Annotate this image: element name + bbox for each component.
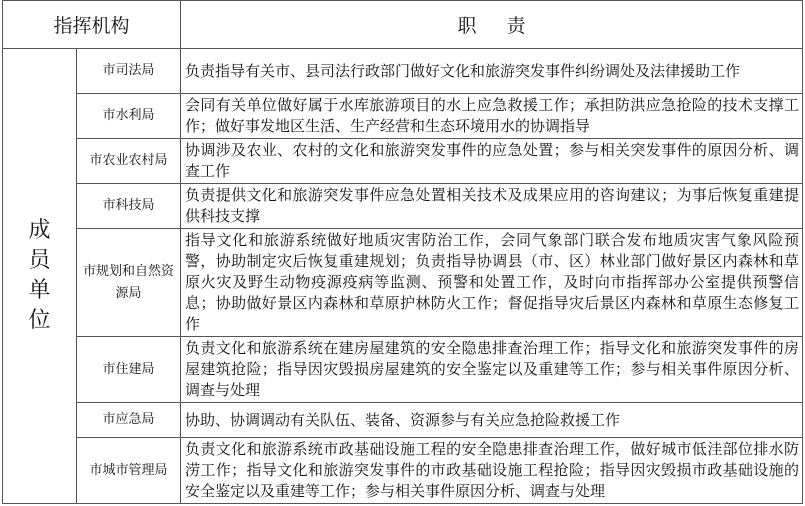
org-column-header: 指挥机构 bbox=[3, 1, 181, 49]
duty-cell: 协调涉及农业、农村的文化和旅游突发事件的应急处置；参与相关突发事件的原因分析、调查工作 bbox=[181, 139, 803, 184]
table-row bbox=[3, 337, 803, 403]
table-header-row bbox=[3, 1, 803, 49]
org-cell: 市农业农村局 bbox=[77, 139, 181, 184]
duty-cell: 协助、协调调动有关队伍、装备、资源参与有关应急抢险救援工作 bbox=[181, 403, 803, 438]
table-row bbox=[3, 49, 803, 94]
duty-cell: 负责提供文化和旅游突发事件应急处置相关技术及成果应用的咨询建议；为事后恢复重建提供科技支撑 bbox=[181, 184, 803, 229]
org-cell: 市司法局 bbox=[77, 49, 181, 94]
member-units-label: 成 员 单 位 bbox=[3, 49, 77, 504]
table-row bbox=[3, 139, 803, 184]
table-row bbox=[3, 403, 803, 438]
duty-column-header: 职责 bbox=[181, 1, 803, 49]
table-row bbox=[3, 229, 803, 337]
org-cell: 市城市管理局 bbox=[77, 438, 181, 504]
org-cell: 市规划和自然资源局 bbox=[77, 229, 181, 337]
duty-cell: 负责文化和旅游系统市政基础设施工程的安全隐患排查治理工作，做好城市低洼部位排水防涝工作；指导文化和旅游突发事件的市政基础设施工程抢险；指导因灾毁损市政基础设施的安全鉴定以及重建等工作；参与相关事件原因分析、调查与处理 bbox=[181, 438, 803, 504]
duty-cell: 会同有关单位做好属于水库旅游项目的水上应急救援工作；承担防洪应急抢险的技术支撑工作；做好事发地区生活、生产经营和生态环境用水的协调指导 bbox=[181, 94, 803, 139]
duty-cell: 负责文化和旅游系统在建房屋建筑的安全隐患排查治理工作；指导文化和旅游突发事件的房屋建筑抢险；指导因灾毁损房屋建筑的安全鉴定以及重建等工作；参与相关事件原因分析、调查与处理 bbox=[181, 337, 803, 403]
table-row bbox=[3, 184, 803, 229]
duty-cell: 指导文化和旅游系统做好地质灾害防治工作，会同气象部门联合发布地质灾害气象风险预警，协助制定灾后恢复重建规划；负责指导协调县（市、区）林业部门做好景区内森林和草原火灾及野生动物疫源疫病等监测、预警和处置工作，及时向市指挥部办公室提供预警信息；协助做好景区内森林和草原护林防火工作；督促指导灾后景区内森林和草原生态修复工作 bbox=[181, 229, 803, 337]
table-row bbox=[3, 94, 803, 139]
duty-table bbox=[2, 0, 803, 504]
duty-cell: 负责指导有关市、县司法行政部门做好文化和旅游突发事件纠纷调处及法律援助工作 bbox=[181, 49, 803, 94]
org-cell: 市水利局 bbox=[77, 94, 181, 139]
org-cell: 市住建局 bbox=[77, 337, 181, 403]
org-cell: 市科技局 bbox=[77, 184, 181, 229]
table-row bbox=[3, 438, 803, 504]
org-cell: 市应急局 bbox=[77, 403, 181, 438]
